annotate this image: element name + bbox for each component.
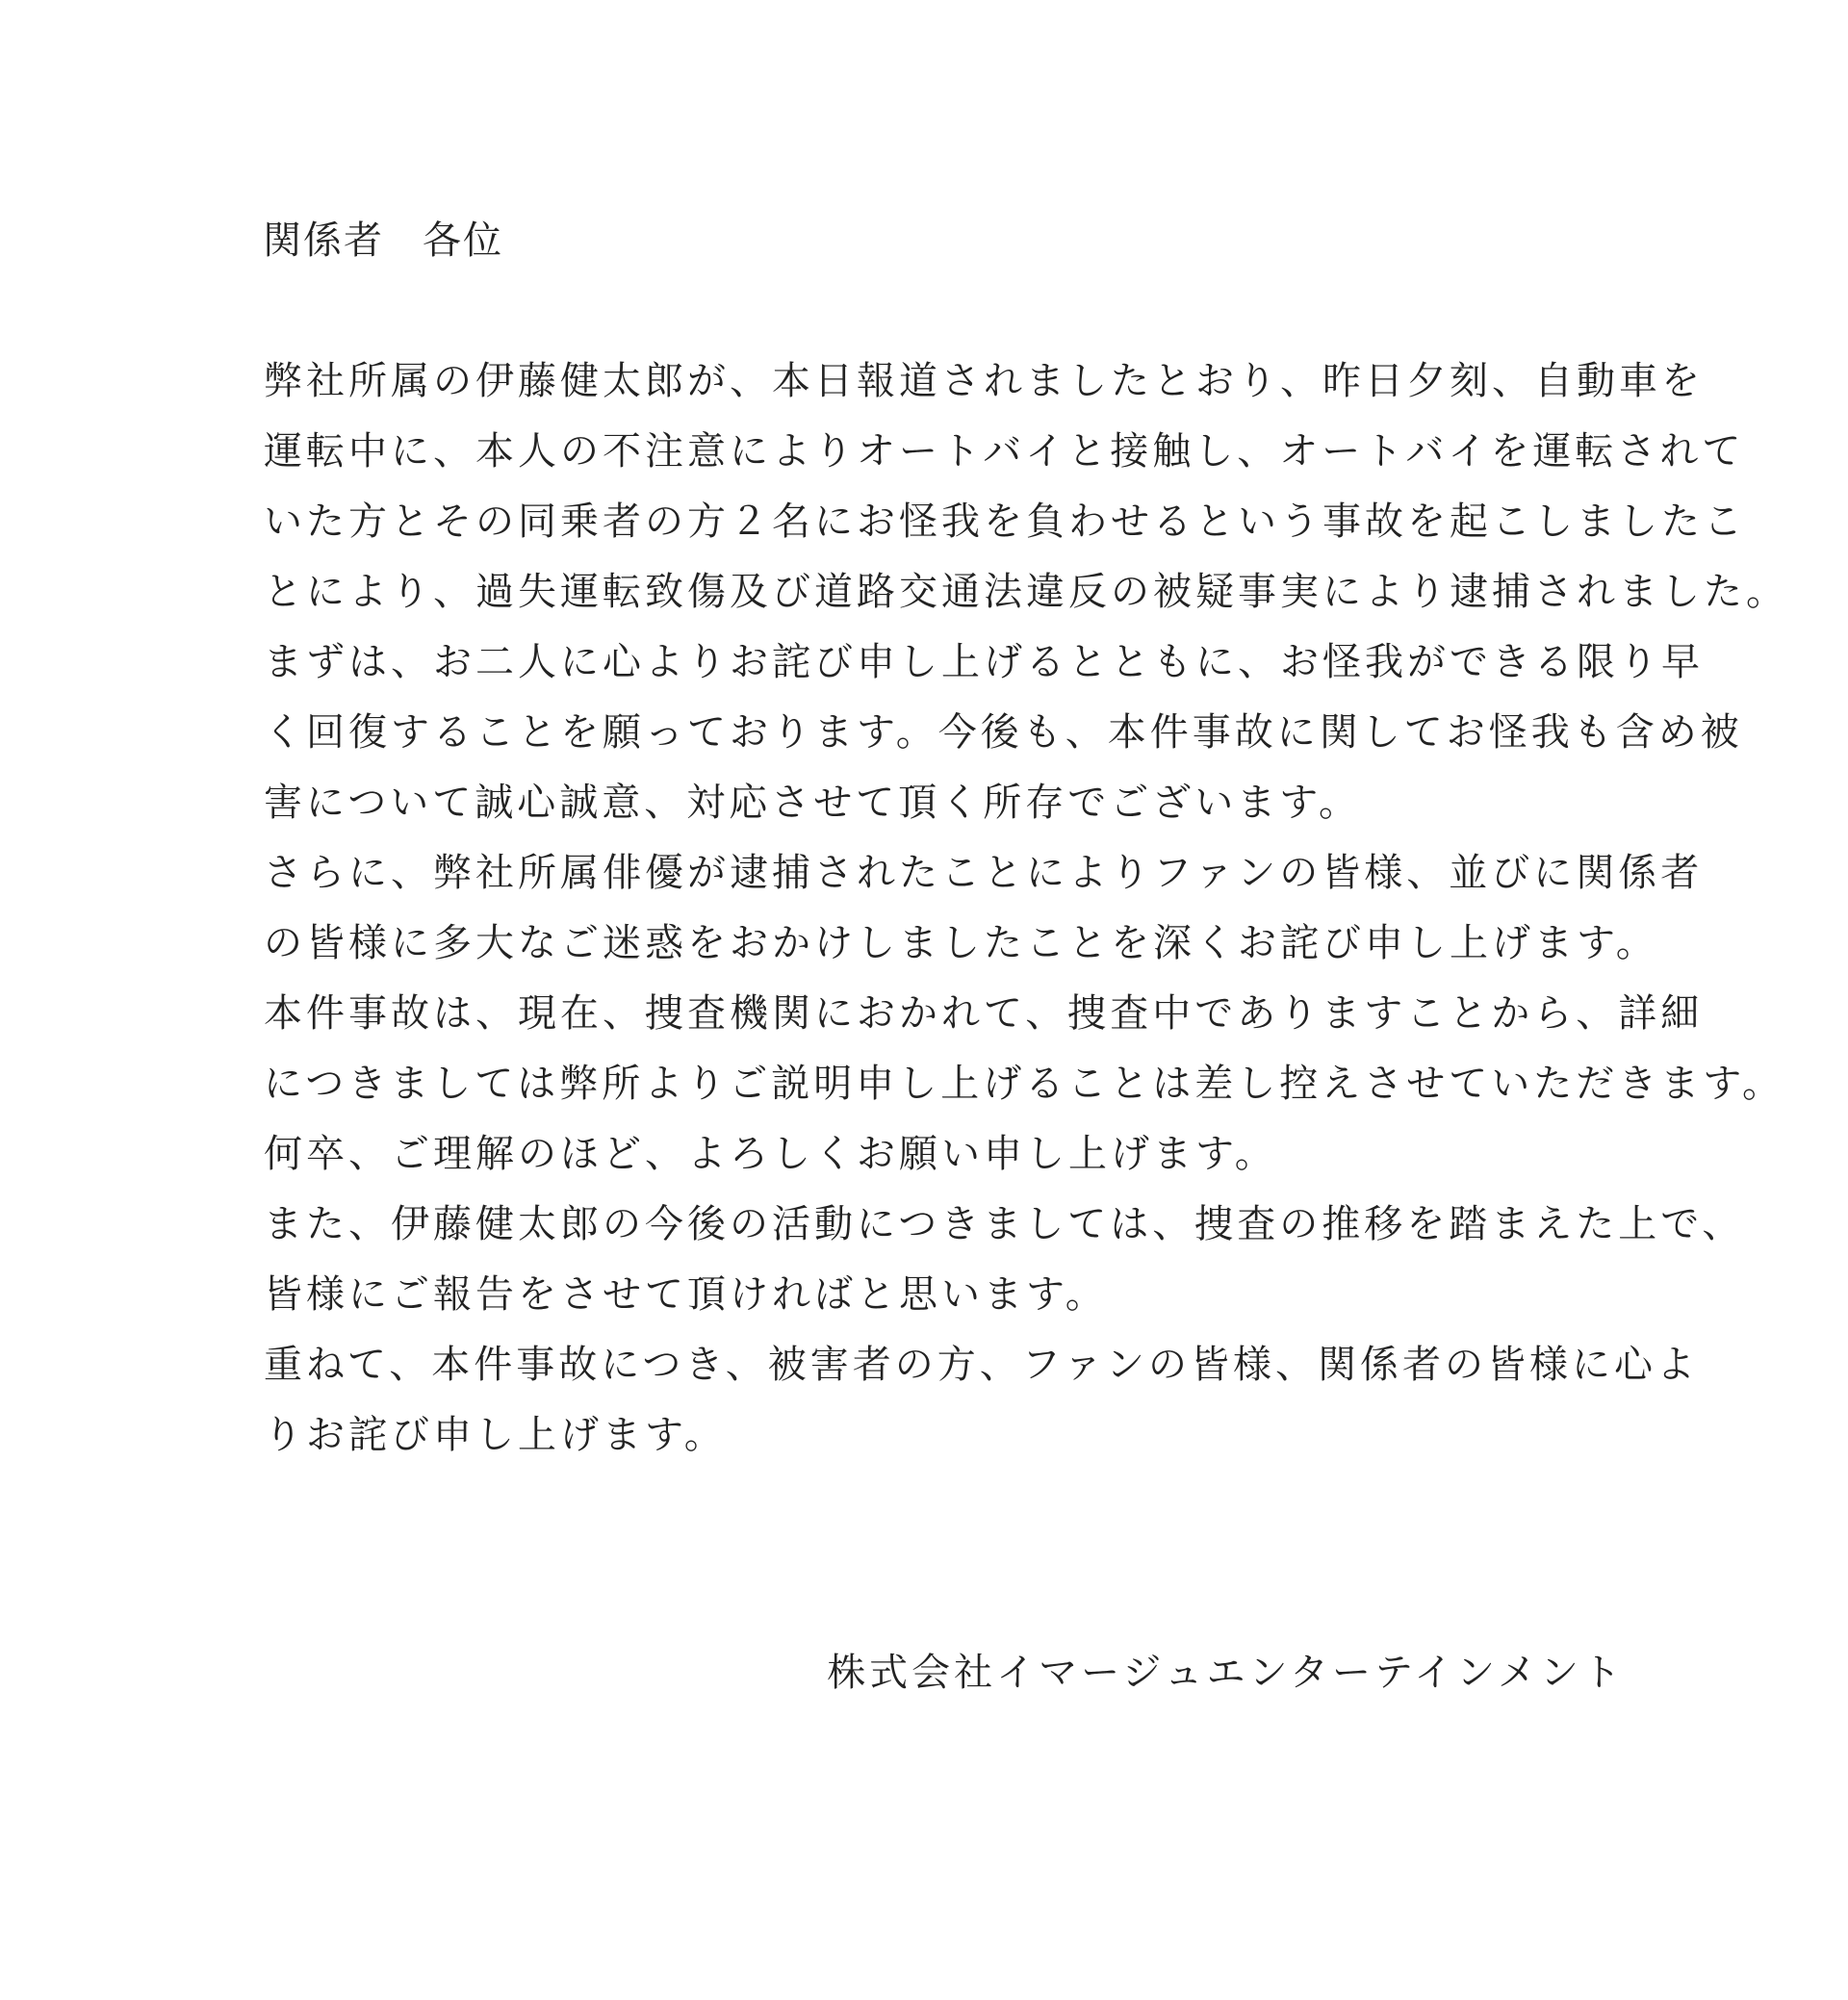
paragraph-line: いた方とその同乗者の方２名にお怪我を負わせるという事故を起こしましたこ xyxy=(264,500,1746,544)
paragraph-arrest-report xyxy=(223,346,1788,628)
paragraph-apology-fans xyxy=(223,838,1704,979)
paragraph-line: りお詫び申し上げます。 xyxy=(264,1413,727,1457)
addressee-honorific: 各位 xyxy=(423,218,503,263)
statement-body xyxy=(223,346,1788,1471)
company-signature: 株式会社イマージュエンターテインメント xyxy=(827,1651,1625,1695)
paragraph-line: 運転中に、本人の不注意によりオートバイと接触し、オートバイを運転されて xyxy=(264,429,1745,474)
paragraph-investigation xyxy=(223,979,1784,1190)
paragraph-line: 害について誠心誠意、対応させて頂く所存でございます。 xyxy=(264,781,1361,825)
paragraph-line: く回復することを願っております。今後も、本件事故に関してお怪我も含め被 xyxy=(264,710,1743,755)
paragraph-line: 弊社所属の伊藤健太郎が、本日報道されましたとおり、昨日夕刻、自動車を xyxy=(264,359,1704,403)
paragraph-line: につきましては弊所よりご説明申し上げることは差し控えさせていただきます。 xyxy=(264,1062,1784,1106)
paragraph-line: また、伊藤健太郎の今後の活動につきましては、捜査の推移を踏まえた上で、 xyxy=(264,1202,1745,1246)
paragraph-line: とにより、過失運転致傷及び道路交通法違反の被疑事実により逮捕されました。 xyxy=(264,570,1788,614)
addressee-recipient: 関係者 xyxy=(263,218,384,263)
paragraph-line: 何卒、ご理解のほど、よろしくお願い申し上げます。 xyxy=(264,1132,1277,1176)
paragraph-line: さらに、弊社所属俳優が逮捕されたことによりファンの皆様、並びに関係者 xyxy=(264,851,1704,895)
paragraph-line: の皆様に多大なご迷惑をおかけしましたことを深くお詫び申し上げます。 xyxy=(264,921,1658,965)
paragraph-line: 本件事故は、現在、捜査機関におかれて、捜査中でありますことから、詳細 xyxy=(264,991,1704,1036)
paragraph-closing-apology xyxy=(223,1330,1699,1471)
paragraph-line: まずは、お二人に心よりお詫び申し上げるとともに、お怪我ができる限り早 xyxy=(264,640,1704,684)
paragraph-line: 皆様にご報告をさせて頂ければと思います。 xyxy=(264,1272,1108,1317)
paragraph-future-activities xyxy=(223,1190,1745,1330)
paragraph-line: 重ねて、本件事故につき、被害者の方、ファンの皆様、関係者の皆様に心よ xyxy=(264,1343,1699,1387)
paragraph-apology-victims xyxy=(223,628,1743,838)
addressee-line xyxy=(263,214,503,268)
